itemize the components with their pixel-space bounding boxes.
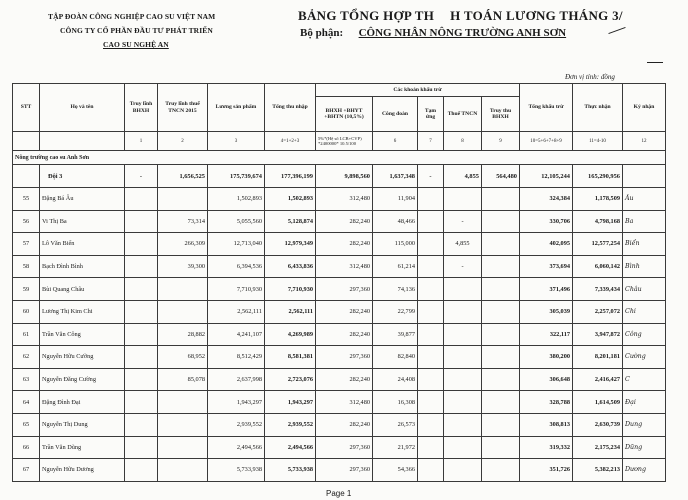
cell-sign: Âu: [623, 188, 666, 211]
col-stt: STT: [13, 84, 40, 132]
department: [300, 27, 566, 39]
cell-stt: 64: [13, 391, 40, 414]
cell-trace-tncn: [158, 413, 208, 436]
col-tax: Thuế TNCN: [444, 97, 482, 132]
cell-name: Trần Văn Dũng: [40, 436, 125, 459]
cell-name: Nguyễn Hữu Dương: [40, 459, 125, 482]
team-union: 1,637,348: [373, 165, 418, 188]
table-row: [13, 459, 666, 482]
table-row: [13, 368, 666, 391]
cell-trace-bhxh: [125, 278, 158, 301]
cell-advance: [418, 413, 444, 436]
colnum-8: 8: [444, 132, 482, 151]
page-number: Page 1: [326, 489, 352, 498]
cell-tax: -: [444, 255, 482, 278]
currency-unit: Đơn vị tính: đồng: [565, 73, 615, 81]
table-row: [13, 300, 666, 323]
cell-tax: [444, 413, 482, 436]
cell-advance: [418, 233, 444, 256]
cell-recover-bhxh: [482, 278, 520, 301]
team-name: Đội 3: [40, 165, 125, 188]
cell-insurance: 297,360: [316, 459, 373, 482]
cell-union: 54,366: [373, 459, 418, 482]
cell-trace-tncn: [158, 300, 208, 323]
cell-name: Nguyễn Hữu Cường: [40, 346, 125, 369]
cell-total-income: 5,128,874: [265, 210, 316, 233]
team-tax: 4,855: [444, 165, 482, 188]
cell-name: Trần Văn Công: [40, 323, 125, 346]
cell-trace-tncn: 85,078: [158, 368, 208, 391]
cell-net: 1,178,509: [573, 188, 623, 211]
cell-name: Bạch Đình Bình: [40, 255, 125, 278]
cell-total-deduct: 306,648: [520, 368, 573, 391]
cell-insurance: 282,240: [316, 210, 373, 233]
cell-net: 2,630,739: [573, 413, 623, 436]
cell-total-income: 2,494,566: [265, 436, 316, 459]
cell-product-wage: 8,512,429: [208, 346, 265, 369]
cell-name: Vi Thị Ba: [40, 210, 125, 233]
cell-advance: [418, 278, 444, 301]
cell-net: 4,798,168: [573, 210, 623, 233]
cell-total-income: 7,710,930: [265, 278, 316, 301]
cell-insurance: 282,240: [316, 413, 373, 436]
cell-net: 8,201,181: [573, 346, 623, 369]
cell-total-deduct: 373,694: [520, 255, 573, 278]
cell-net: 2,175,234: [573, 436, 623, 459]
cell-total-deduct: 330,706: [520, 210, 573, 233]
cell-recover-bhxh: [482, 255, 520, 278]
colnum-12: 12: [623, 132, 666, 151]
cell-advance: [418, 210, 444, 233]
cell-trace-bhxh: [125, 346, 158, 369]
cell-trace-tncn: [158, 459, 208, 482]
cell-name: Nguyễn Đăng Cường: [40, 368, 125, 391]
cell-stt: 59: [13, 278, 40, 301]
cell-sign: C: [623, 368, 666, 391]
cell-trace-tncn: [158, 188, 208, 211]
colnum-1: 1: [125, 132, 158, 151]
cell-total-deduct: 305,039: [520, 300, 573, 323]
cell-stt: 56: [13, 210, 40, 233]
cell-trace-tncn: 28,882: [158, 323, 208, 346]
cell-recover-bhxh: [482, 368, 520, 391]
handwritten-mark: [608, 27, 625, 34]
table-row: [13, 346, 666, 369]
group-row: [13, 151, 666, 165]
cell-stt: 67: [13, 459, 40, 482]
colnum-2: 2: [158, 132, 208, 151]
cell-advance: [418, 368, 444, 391]
cell-net: 2,416,427: [573, 368, 623, 391]
column-number-row: [13, 132, 666, 151]
cell-total-deduct: 308,813: [520, 413, 573, 436]
col-deductions: Các khoản khấu trừ: [316, 84, 520, 97]
cell-trace-tncn: 73,314: [158, 210, 208, 233]
cell-union: 16,308: [373, 391, 418, 414]
cell-product-wage: 5,055,560: [208, 210, 265, 233]
team-trace-bhxh: -: [125, 165, 158, 188]
cell-product-wage: 2,494,566: [208, 436, 265, 459]
cell-total-deduct: 328,788: [520, 391, 573, 414]
cell-net: 7,339,434: [573, 278, 623, 301]
cell-recover-bhxh: [482, 210, 520, 233]
cell-union: 74,136: [373, 278, 418, 301]
cell-union: 22,799: [373, 300, 418, 323]
cell-trace-bhxh: [125, 368, 158, 391]
col-name: Họ và tên: [40, 84, 125, 132]
cell-stt: 58: [13, 255, 40, 278]
col-union: Công đoàn: [373, 97, 418, 132]
cell-insurance: 312,480: [316, 391, 373, 414]
cell-total-income: 1,943,297: [265, 391, 316, 414]
table-row: [13, 323, 666, 346]
cell-recover-bhxh: [482, 459, 520, 482]
cell-union: 115,000: [373, 233, 418, 256]
cell-total-income: 6,433,836: [265, 255, 316, 278]
cell-trace-bhxh: [125, 210, 158, 233]
col-total-income: Tổng thu nhập: [265, 84, 316, 132]
cell-advance: [418, 391, 444, 414]
colnum-7: 7: [418, 132, 444, 151]
cell-union: 26,573: [373, 413, 418, 436]
cell-trace-tncn: [158, 391, 208, 414]
table-row: [13, 391, 666, 414]
col-total-deduct: Tổng khấu trừ: [520, 84, 573, 132]
cell-tax: [444, 188, 482, 211]
cell-stt: 55: [13, 188, 40, 211]
cell-trace-tncn: [158, 278, 208, 301]
cell-sign: Dung: [623, 413, 666, 436]
cell-advance: [418, 459, 444, 482]
cell-recover-bhxh: [482, 413, 520, 436]
cell-trace-tncn: 68,952: [158, 346, 208, 369]
cell-insurance: 282,240: [316, 323, 373, 346]
colnum-4: 4=1+2+3: [265, 132, 316, 151]
cell-tax: -: [444, 210, 482, 233]
cell-sign: Công: [623, 323, 666, 346]
cell-total-income: 12,979,349: [265, 233, 316, 256]
cell-trace-bhxh: [125, 233, 158, 256]
team-recover-bhxh: 564,480: [482, 165, 520, 188]
cell-advance: [418, 255, 444, 278]
team-total-income: 177,396,199: [265, 165, 316, 188]
cell-product-wage: 5,733,938: [208, 459, 265, 482]
cell-trace-tncn: 266,309: [158, 233, 208, 256]
cell-stt: 57: [13, 233, 40, 256]
cell-sign: Đại: [623, 391, 666, 414]
cell-union: 24,408: [373, 368, 418, 391]
table-row: [13, 188, 666, 211]
table-row: [13, 210, 666, 233]
col-trace-bhxh: Truy lĩnh BHXH: [125, 84, 158, 132]
cell-recover-bhxh: [482, 233, 520, 256]
cell-total-deduct: 402,095: [520, 233, 573, 256]
colnum-3: 3: [208, 132, 265, 151]
cell-tax: [444, 323, 482, 346]
payroll-table: [12, 83, 666, 482]
group-name: TẬP ĐOÀN CÔNG NGHIỆP CAO SU VIỆT NAM: [48, 12, 216, 21]
cell-advance: [418, 300, 444, 323]
cell-total-income: 2,562,111: [265, 300, 316, 323]
team-net: 165,290,956: [573, 165, 623, 188]
document-title: [298, 8, 623, 24]
cell-stt: 66: [13, 436, 40, 459]
title-start: BẢNG TỔNG HỢP TH: [298, 8, 435, 23]
col-sign: Ký nhận: [623, 84, 666, 132]
cell-insurance: 312,480: [316, 255, 373, 278]
cell-product-wage: 2,637,998: [208, 368, 265, 391]
cell-total-income: 2,939,552: [265, 413, 316, 436]
cell-tax: [444, 346, 482, 369]
cell-trace-bhxh: [125, 255, 158, 278]
cell-net: 12,577,254: [573, 233, 623, 256]
cell-sign: Dương: [623, 459, 666, 482]
cell-total-deduct: 319,332: [520, 436, 573, 459]
team-product-wage: 175,739,674: [208, 165, 265, 188]
col-product-wage: Lương sản phẩm: [208, 84, 265, 132]
corner-mark: [647, 62, 663, 63]
cell-name: Đặng Bá Âu: [40, 188, 125, 211]
cell-tax: [444, 300, 482, 323]
col-net: Thực nhận: [573, 84, 623, 132]
cell-tax: [444, 436, 482, 459]
cell-sign: Ba: [623, 210, 666, 233]
cell-net: 2,257,072: [573, 300, 623, 323]
cell-tax: 4,855: [444, 233, 482, 256]
col-insurance: BHXH +BHYT +BHTN (10,5%): [316, 97, 373, 132]
cell-name: Nguyễn Thị Dung: [40, 413, 125, 436]
colnum-11: 11=4-10: [573, 132, 623, 151]
cell-stt: 61: [13, 323, 40, 346]
table-row: [13, 255, 666, 278]
cell-total-income: 2,723,076: [265, 368, 316, 391]
cell-advance: [418, 436, 444, 459]
cell-advance: [418, 188, 444, 211]
cell-trace-bhxh: [125, 323, 158, 346]
cell-product-wage: 2,939,552: [208, 413, 265, 436]
cell-total-income: 5,733,938: [265, 459, 316, 482]
team-summary-row: [13, 165, 666, 188]
table-row: [13, 278, 666, 301]
cell-recover-bhxh: [482, 300, 520, 323]
cell-trace-bhxh: [125, 300, 158, 323]
colnum-9: 9: [482, 132, 520, 151]
cell-sign: Biển: [623, 233, 666, 256]
cell-recover-bhxh: [482, 436, 520, 459]
cell-insurance: 282,240: [316, 300, 373, 323]
cell-product-wage: 1,502,893: [208, 188, 265, 211]
cell-product-wage: 6,394,536: [208, 255, 265, 278]
team-trace-tncn: 1,656,525: [158, 165, 208, 188]
team-total-deduct: 12,105,244: [520, 165, 573, 188]
cell-sign: Chi: [623, 300, 666, 323]
cell-union: 61,214: [373, 255, 418, 278]
cell-product-wage: 12,713,040: [208, 233, 265, 256]
cell-tax: [444, 391, 482, 414]
insurance-formula: 5%*(Hệ số LCB+CVP) *2400000* 10.5/100: [316, 132, 373, 151]
cell-trace-bhxh: [125, 188, 158, 211]
cell-total-deduct: 322,117: [520, 323, 573, 346]
cell-sign: Dũng: [623, 436, 666, 459]
cell-trace-tncn: [158, 436, 208, 459]
cell-tax: [444, 368, 482, 391]
cell-product-wage: 1,943,297: [208, 391, 265, 414]
cell-union: 21,972: [373, 436, 418, 459]
cell-stt: 62: [13, 346, 40, 369]
cell-name: Bùi Quang Châu: [40, 278, 125, 301]
department-label: Bộ phận:: [300, 27, 344, 39]
cell-total-deduct: 380,200: [520, 346, 573, 369]
cell-trace-bhxh: [125, 459, 158, 482]
group-label: Nông trường cao su Anh Sơn: [13, 151, 666, 165]
cell-tax: [444, 459, 482, 482]
cell-trace-bhxh: [125, 391, 158, 414]
cell-product-wage: 2,562,111: [208, 300, 265, 323]
team-advance: -: [418, 165, 444, 188]
cell-tax: [444, 278, 482, 301]
cell-stt: 60: [13, 300, 40, 323]
cell-insurance: 282,240: [316, 368, 373, 391]
cell-trace-bhxh: [125, 436, 158, 459]
table-row: [13, 233, 666, 256]
cell-advance: [418, 323, 444, 346]
cell-union: 39,877: [373, 323, 418, 346]
colnum-10: 10=5+6+7+8+9: [520, 132, 573, 151]
table-row: [13, 413, 666, 436]
colnum-6: 6: [373, 132, 418, 151]
cell-total-income: 8,581,381: [265, 346, 316, 369]
cell-recover-bhxh: [482, 188, 520, 211]
cell-total-deduct: 351,726: [520, 459, 573, 482]
cell-product-wage: 7,710,930: [208, 278, 265, 301]
cell-net: 1,614,509: [573, 391, 623, 414]
cell-advance: [418, 346, 444, 369]
cell-net: 6,060,142: [573, 255, 623, 278]
cell-insurance: 282,240: [316, 233, 373, 256]
cell-recover-bhxh: [482, 391, 520, 414]
cell-product-wage: 4,241,107: [208, 323, 265, 346]
cell-union: 82,840: [373, 346, 418, 369]
cell-trace-bhxh: [125, 413, 158, 436]
cell-insurance: 297,360: [316, 278, 373, 301]
cell-sign: Cường: [623, 346, 666, 369]
cell-union: 48,466: [373, 210, 418, 233]
col-recover-bhxh: Truy thu BHXH: [482, 97, 520, 132]
team-insurance: 9,898,560: [316, 165, 373, 188]
col-trace-tncn: Truy lĩnh thuế TNCN 2015: [158, 84, 208, 132]
cell-name: Lương Thị Kim Chi: [40, 300, 125, 323]
title-end: H TOÁN LƯƠNG THÁNG 3/: [450, 8, 623, 23]
cell-total-income: 1,502,893: [265, 188, 316, 211]
col-advance: Tạm ứng: [418, 97, 444, 132]
cell-recover-bhxh: [482, 346, 520, 369]
cell-recover-bhxh: [482, 323, 520, 346]
cell-net: 3,947,872: [573, 323, 623, 346]
cell-net: 5,382,213: [573, 459, 623, 482]
company-name: CÔNG TY CỔ PHẦN ĐẦU TƯ PHÁT TRIỂN: [60, 26, 213, 35]
cell-trace-tncn: 39,300: [158, 255, 208, 278]
cell-insurance: 297,360: [316, 346, 373, 369]
cell-name: Đặng Đình Đại: [40, 391, 125, 414]
cell-name: Lô Văn Biển: [40, 233, 125, 256]
cell-stt: 63: [13, 368, 40, 391]
cell-sign: Bình: [623, 255, 666, 278]
cell-total-income: 4,269,989: [265, 323, 316, 346]
cell-total-deduct: 324,384: [520, 188, 573, 211]
table-row: [13, 436, 666, 459]
cell-sign: Châu: [623, 278, 666, 301]
cell-total-deduct: 371,496: [520, 278, 573, 301]
cell-insurance: 312,480: [316, 188, 373, 211]
cell-stt: 65: [13, 413, 40, 436]
department-value: CÔNG NHÂN NÔNG TRƯỜNG ANH SƠN: [358, 27, 567, 39]
cell-union: 11,904: [373, 188, 418, 211]
cell-insurance: 297,360: [316, 436, 373, 459]
branch-name: CAO SU NGHỆ AN: [103, 40, 169, 49]
